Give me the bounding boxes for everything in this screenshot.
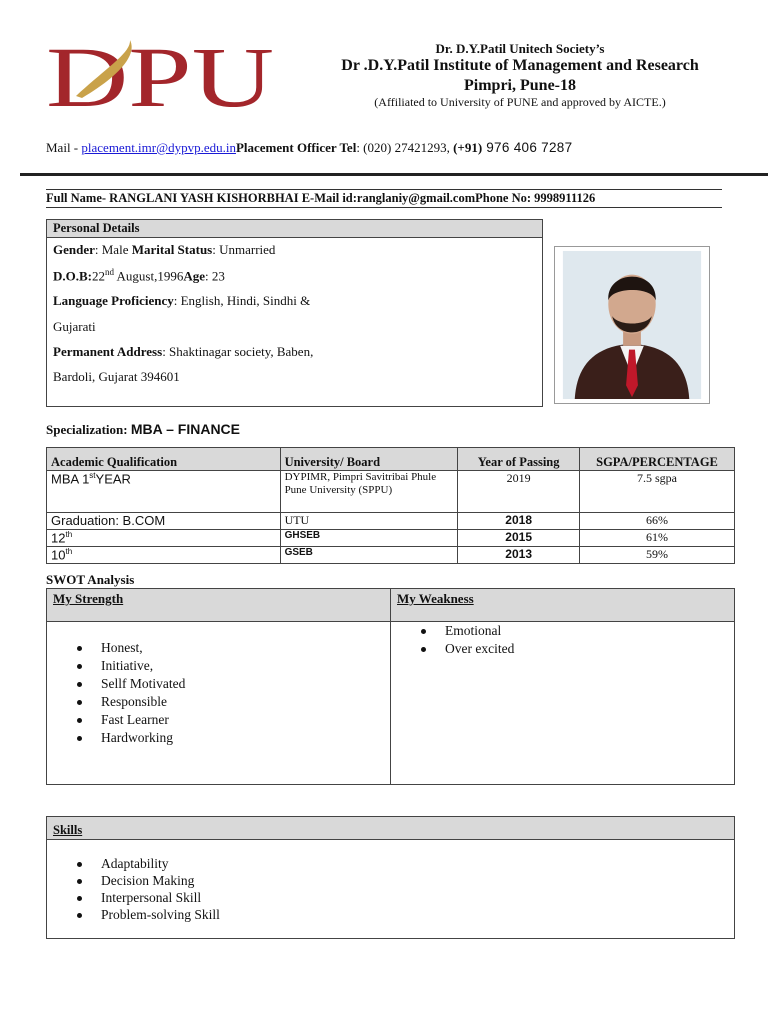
list-item: Adaptability [75,855,220,872]
qual-text: 10 [51,547,66,563]
institute-name: Dr .D.Y.Patil Institute of Management and Research [341,57,699,74]
gender-label: Gender [53,242,95,257]
address-label: Permanent Address [53,344,163,359]
swot-title: SWOT Analysis [46,572,135,587]
dob-label: D.O.B: [53,268,92,284]
language-label: Language Proficiency [53,293,174,308]
year-cell: 2013 [458,547,580,564]
score-cell: 7.5 sgpa [580,471,735,513]
strength-heading: My Strength [47,589,391,622]
dpu-logo [46,38,276,112]
year-cell: 2019 [458,471,580,513]
list-item: Emotional [419,622,514,640]
list-item: Honest, [75,639,185,657]
skills-box [46,816,735,939]
qualification-cell [47,471,281,513]
col-header-year: Year of Passing [458,448,580,471]
personal-details-heading: Personal Details [47,220,542,238]
qualification-cell [47,547,281,564]
academic-header-row [47,448,735,471]
affiliation: (Affiliated to University of PUNE and approved by AICTE.) [374,95,666,109]
dob-sup: nd [105,267,114,277]
name-rule-top [46,189,722,190]
list-item: Over excited [419,640,514,658]
weakness-heading: My Weakness [391,589,734,622]
qual-text: 12 [51,530,66,546]
specialization-line [46,421,240,438]
qual-text: MBA 1 [51,471,90,487]
address-line [53,344,313,360]
logo-text: DPU [46,38,274,112]
table-row [47,547,735,564]
board-cell: GSEB [280,547,458,564]
marital-label: Marital Status [131,242,213,257]
age-value: : 23 [205,268,225,284]
col-header-board: University/ Board [280,448,458,471]
address-value: : Shaktinagar society, Baben, [162,344,314,359]
list-item: Interpersonal Skill [75,889,220,906]
office-tel: : (020) 27421293, [356,140,454,155]
score-cell: 61% [580,530,735,547]
list-item: Decision Making [75,872,220,889]
candidate-name-line: Full Name- RANGLANI YASH KISHORBHAI E-Mail id:ranglaniy@gmail.comPhone No: 9998911126 [46,191,596,205]
board-cell: UTU [280,513,458,530]
table-row [47,513,735,530]
language-value: : English, Hindi, Sindhi & [173,293,311,308]
col-header-qualification: Academic Qualification [47,448,281,471]
qual-sup: st [89,471,96,480]
header-divider [20,173,768,176]
swot-divider [390,589,391,784]
table-row [47,530,735,547]
board-cell: GHSEB [280,530,458,547]
year-cell: 2018 [458,513,580,530]
qual-sup: th [65,530,73,539]
list-item: Hardworking [75,729,185,747]
strength-list [75,639,185,747]
year-cell: 2015 [458,530,580,547]
institute-place: Pimpri, Pune-18 [464,77,576,94]
language-line [53,293,310,309]
candidate-photo [554,246,710,404]
weakness-list [419,622,514,658]
society-name: Dr. D.Y.Patil Unitech Society’s [435,41,605,56]
list-item: Sellf Motivated [75,675,185,693]
qual-sup: th [65,547,73,556]
gender-line [53,242,275,258]
table-row [47,471,735,513]
dob-day: 22 [92,268,105,284]
list-item: Responsible [75,693,185,711]
swot-box [46,588,735,785]
personal-details-box [46,219,543,407]
score-cell: 59% [580,547,735,564]
board-cell: DYPIMR, Pimpri Savitribai Phule Pune University (SPPU) [280,471,458,513]
skills-list [75,855,220,923]
score-cell: 66% [580,513,735,530]
marital-value: : Unmarried [212,242,276,257]
list-item: Initiative, [75,657,185,675]
specialization-value: MBA – FINANCE [130,421,241,437]
qualification-cell: Graduation: B.COM [47,513,281,530]
dob-line [53,267,225,284]
contact-row [46,140,572,156]
language-line-2: Gujarati [53,319,96,334]
qual-rest: YEAR [95,471,131,487]
country-code: (+91) [453,140,483,155]
officer-label: Placement Officer Tel [235,140,357,155]
qualification-cell [47,530,281,547]
gender-value: : Male [94,242,132,257]
list-item: Problem-solving Skill [75,906,220,923]
age-label: Age [183,268,206,284]
name-rule-bottom [46,207,722,208]
specialization-label: Specialization: [46,422,131,437]
skills-heading: Skills [47,817,734,840]
mobile-number: 976 406 7287 [482,140,573,155]
dob-rest: August,1996 [114,268,184,284]
placement-email-link[interactable]: placement.imr@dypvp.edu.in [81,140,236,155]
academic-table [46,447,735,564]
mail-prefix: Mail - [46,140,82,155]
address-line-2: Bardoli, Gujarat 394601 [53,369,180,384]
col-header-score: SGPA/PERCENTAGE [580,448,735,471]
list-item: Fast Learner [75,711,185,729]
